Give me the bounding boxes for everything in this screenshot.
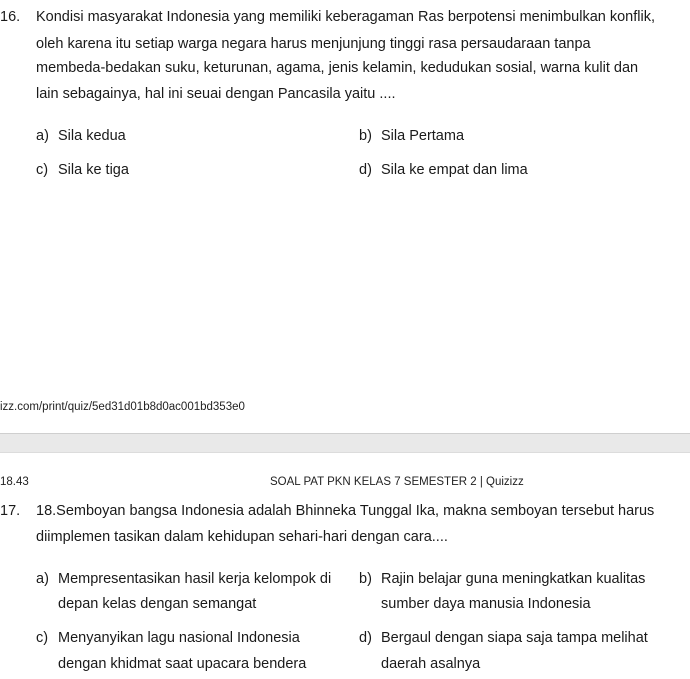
q17-option-a-letter: a): [36, 571, 49, 587]
page-footer-url: izz.com/print/quiz/5ed31d01b8d0ac001bd353e0: [0, 401, 245, 413]
question-16-number: 16.: [0, 9, 21, 25]
q17-option-a-line-2: depan kelas dengan semangat: [58, 596, 257, 612]
question-17-line-2: diimplemen tasikan dalam kehidupan sehari-hari dengan cara....: [36, 529, 448, 545]
question-16-line-4: lain sebagainya, hal ini seuai dengan Pancasila yaitu ....: [36, 86, 396, 102]
q16-option-d-text: Sila ke empat dan lima: [381, 162, 528, 178]
q16-option-a[interactable]: [36, 128, 126, 144]
q17-option-d-line-1: Bergaul dengan siapa saja tampa melihat: [381, 630, 648, 646]
page-header-title: SOAL PAT PKN KELAS 7 SEMESTER 2 | Quizizz: [270, 476, 524, 488]
q16-option-b[interactable]: [359, 128, 464, 144]
q17-option-c-line-1: Menyanyikan lagu nasional Indonesia: [58, 630, 300, 646]
q17-option-d-letter: d): [359, 630, 372, 646]
question-17-number: 17.: [0, 503, 21, 519]
question-16-line-2: oleh karena itu setiap warga negara harus menjunjung tinggi rasa persaudaraan tanpa: [36, 36, 591, 52]
question-16-line-1: Kondisi masyarakat Indonesia yang memiliki keberagaman Ras berpotensi menimbulkan konflik,: [36, 9, 655, 25]
q17-option-d[interactable]: [359, 630, 648, 646]
q17-option-c-line-2: dengan khidmat saat upacara bendera: [58, 656, 307, 672]
q17-option-a-line-1: Mempresentasikan hasil kerja kelompok di: [58, 571, 332, 587]
q17-option-b-letter: b): [359, 571, 372, 587]
q16-option-c-letter: c): [36, 162, 49, 178]
page-separator: [0, 433, 690, 453]
q16-option-b-letter: b): [359, 128, 372, 144]
q16-option-b-text: Sila Pertama: [381, 128, 465, 144]
question-16-line-3: membeda-bedakan suku, keturunan, agama, jenis kelamin, kedudukan sosial, warna kulit dan: [36, 60, 639, 76]
q17-option-d-line-2: daerah asalnya: [381, 656, 481, 672]
page-header-time: 18.43: [0, 476, 29, 488]
q16-option-a-letter: a): [36, 128, 49, 144]
q16-option-d-letter: d): [359, 162, 372, 178]
q17-option-c[interactable]: [36, 630, 300, 646]
q16-option-a-text: Sila kedua: [58, 128, 126, 144]
q17-option-b-line-1: Rajin belajar guna meningkatkan kualitas: [381, 571, 646, 587]
q16-option-c[interactable]: [36, 162, 129, 178]
q17-option-a[interactable]: [36, 571, 331, 587]
q17-option-b[interactable]: [359, 571, 645, 587]
q17-option-c-letter: c): [36, 630, 49, 646]
q16-option-d[interactable]: [359, 162, 528, 178]
q16-option-c-text: Sila ke tiga: [58, 162, 129, 178]
q17-option-b-line-2: sumber daya manusia Indonesia: [381, 596, 591, 612]
question-17-line-1: 18.Semboyan bangsa Indonesia adalah Bhinneka Tunggal Ika, makna semboyan tersebut harus: [36, 503, 655, 519]
